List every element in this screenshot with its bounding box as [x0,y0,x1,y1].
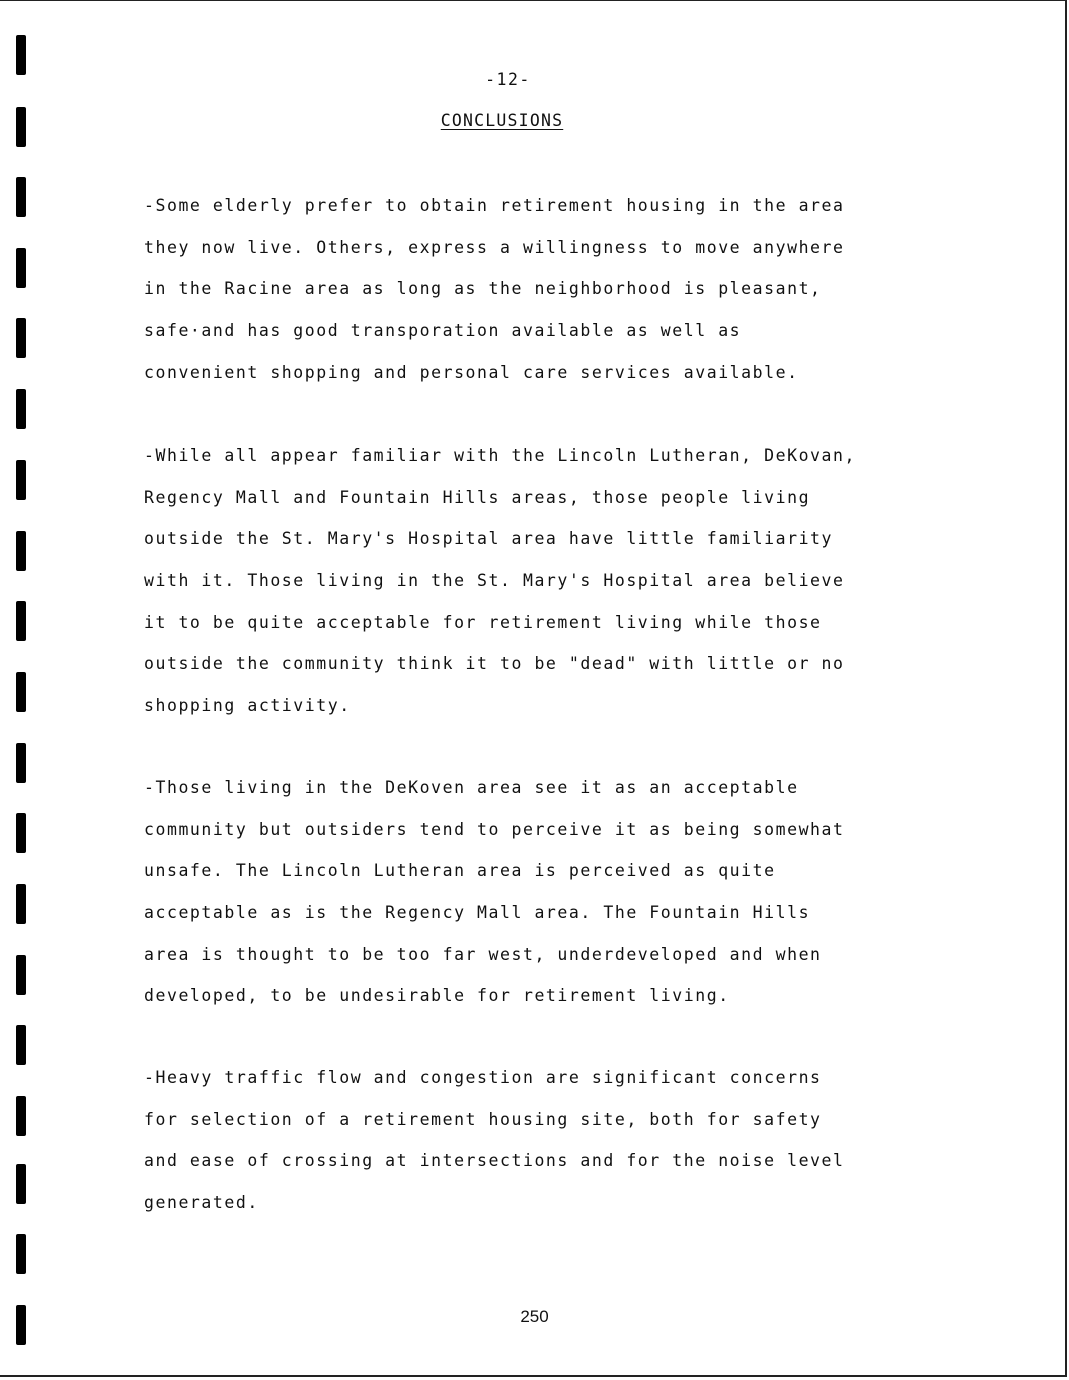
binding-hole [16,1234,26,1274]
binding-hole [16,389,26,429]
binding-hole [16,955,26,995]
text-line: in the Racine area as long as the neighborhood is pleasant, [144,279,822,299]
text-line: area is thought to be too far west, underdeveloped and when [144,944,822,964]
binding-hole [16,672,26,712]
binding-hole [16,1164,26,1204]
text-line: -Heavy traffic flow and congestion are significant concerns [144,1068,822,1087]
binding-hole [16,318,26,358]
text-line: unsafe. The Lincoln Lutheran area is perceived as quite [144,861,776,881]
binding-hole [16,813,26,853]
binding-hole [16,35,26,75]
text-line: with it. Those living in the St. Mary's Hospital area believe [144,571,845,591]
text-line: for selection of a retirement housing site, both for safety [144,1109,822,1129]
text-line: outside the St. Mary's Hospital area have little familiarity [144,529,834,549]
binding-hole [16,177,26,217]
page-label: -12- [485,70,531,89]
text-line: safe·and has good transporation available as well as [144,321,742,341]
paragraph-housing-preferences [144,196,845,404]
text-line: Regency Mall and Fountain Hills areas, those people living [144,487,811,507]
text-line: community but outsiders tend to perceive it as being somewhat [144,819,845,839]
text-line: convenient shopping and personal care services available. [144,362,799,382]
text-line: -Some elderly prefer to obtain retirement housing in the area [144,196,845,215]
paragraph-area-familiarity [144,446,856,738]
text-line: it to be quite acceptable for retirement living while those [144,612,822,632]
footer-page-number: 250 [520,1307,549,1326]
text-line: and ease of crossing at intersections and for the noise level [144,1151,845,1171]
paragraph-traffic-concerns [144,1068,845,1235]
binding-hole [16,1096,26,1136]
binding-hole [16,248,26,288]
binding-hole [16,531,26,571]
text-line: generated. [144,1193,259,1213]
binding-hole [16,460,26,500]
text-line: acceptable as is the Regency Mall area. The Fountain Hills [144,903,811,923]
binding-holes [16,0,30,1380]
text-line: shopping activity. [144,696,351,716]
binding-hole [16,743,26,783]
binding-hole [16,1025,26,1065]
page-title: CONCLUSIONS [440,111,564,130]
binding-hole [16,884,26,924]
text-line: they now live. Others, express a willingness to move anywhere [144,237,845,257]
binding-hole [16,601,26,641]
text-line: outside the community think it to be "dead" with little or no [144,654,845,674]
text-line: -While all appear familiar with the Lincoln Lutheran, DeKovan, [144,446,856,465]
text-line: developed, to be undesirable for retirement living. [144,986,730,1006]
paragraph-area-perceptions [144,778,845,1028]
text-line: -Those living in the DeKoven area see it as an acceptable [144,778,799,797]
